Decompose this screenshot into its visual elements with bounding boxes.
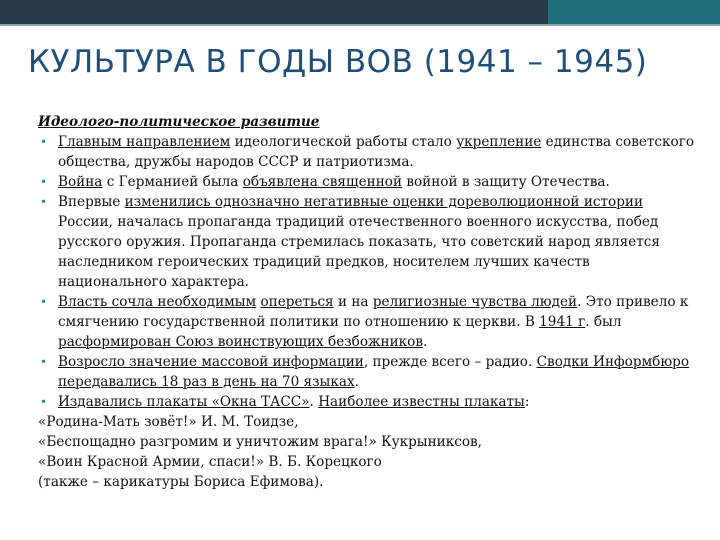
bullet-text: : bbox=[524, 394, 530, 410]
bullet-item bbox=[38, 352, 698, 392]
poster-line: (также – карикатуры Бориса Ефимова). bbox=[38, 474, 324, 490]
bullet-text: войной в защиту Отечества. bbox=[402, 174, 610, 190]
bullet-list bbox=[38, 132, 698, 412]
slide-title: КУЛЬТУРА В ГОДЫ ВОВ (1941 – 1945) bbox=[28, 44, 648, 80]
poster-line: «Воин Красной Армии, спаси!» В. Б. Корецкого bbox=[38, 454, 382, 470]
bullet-text: единства советского общества, дружбы народов СССР и патриотизма. bbox=[58, 134, 695, 170]
bullet-text: России, началась пропаганда традиций отечественного военного искусства, побед русского оружия. Пропаганда стремилась показать, что советский народ является наследником героических традиций предков, носителем лучших качеств национального характера. bbox=[58, 214, 660, 290]
bullet-text: идеологической работы стало bbox=[230, 134, 457, 150]
bullet-text: . был bbox=[585, 314, 622, 330]
bullet-text: . Это привело к смягчению государственной политики по отношению к церкви. В bbox=[58, 294, 689, 330]
underlined-text: укрепление bbox=[456, 134, 542, 150]
bullet-text: . bbox=[423, 334, 428, 350]
underlined-text: объявлена священной bbox=[242, 174, 403, 190]
bullet-text: . bbox=[309, 394, 319, 410]
poster-list bbox=[38, 412, 698, 492]
underlined-text: Власть сочла необходимым bbox=[58, 294, 257, 310]
underlined-text: 1941 г bbox=[539, 314, 586, 330]
bullet-text: и на bbox=[333, 294, 373, 310]
underlined-text: Возросло значение массовой информации bbox=[58, 354, 364, 370]
bullet-icon: • bbox=[40, 295, 48, 309]
bullet-text: , прежде всего – радио. bbox=[363, 354, 537, 370]
underlined-text: Издавались плакаты «Окна ТАСС» bbox=[58, 394, 310, 410]
bullet-icon: • bbox=[40, 195, 48, 209]
underlined-text: расформирован Союз воинствующих безбожников bbox=[58, 334, 423, 350]
underlined-text: Наиболее известны плакаты bbox=[318, 394, 525, 410]
bullet-text: с Германией была bbox=[102, 174, 243, 190]
bullet-icon: • bbox=[40, 175, 48, 189]
underlined-text: Сводки Информбюро передавались 18 раз в день на 70 языках bbox=[58, 354, 690, 390]
bullet-text: . bbox=[354, 374, 359, 390]
top-bar-divider bbox=[0, 24, 720, 26]
bullet-item bbox=[38, 192, 698, 292]
underlined-text: Главным направлением bbox=[58, 134, 231, 150]
bullet-item bbox=[38, 292, 698, 352]
slide-content bbox=[38, 112, 698, 492]
poster-line: «Родина-Мать зовёт!» И. М. Тоидзе, bbox=[38, 414, 299, 430]
bullet-icon: • bbox=[40, 355, 48, 369]
bullet-item bbox=[38, 172, 698, 192]
section-heading: Идеолого-политическое развитие bbox=[38, 114, 320, 130]
bullet-item bbox=[38, 132, 698, 172]
underlined-text: религиозные чувства людей bbox=[372, 294, 578, 310]
bullet-item bbox=[38, 392, 698, 412]
underlined-text: опереться bbox=[260, 294, 334, 310]
bullet-icon: • bbox=[40, 395, 48, 409]
underlined-text: Война bbox=[58, 174, 103, 190]
bullet-icon: • bbox=[40, 135, 48, 149]
top-bar-accent bbox=[548, 0, 720, 24]
poster-line: «Беспощадно разгромим и уничтожим врага!» Кукрыниксов, bbox=[38, 434, 483, 450]
underlined-text: изменились однозначно негативные оценки дореволюционной истории bbox=[124, 194, 644, 210]
bullet-text: Впервые bbox=[58, 194, 125, 210]
top-bar bbox=[0, 0, 720, 24]
